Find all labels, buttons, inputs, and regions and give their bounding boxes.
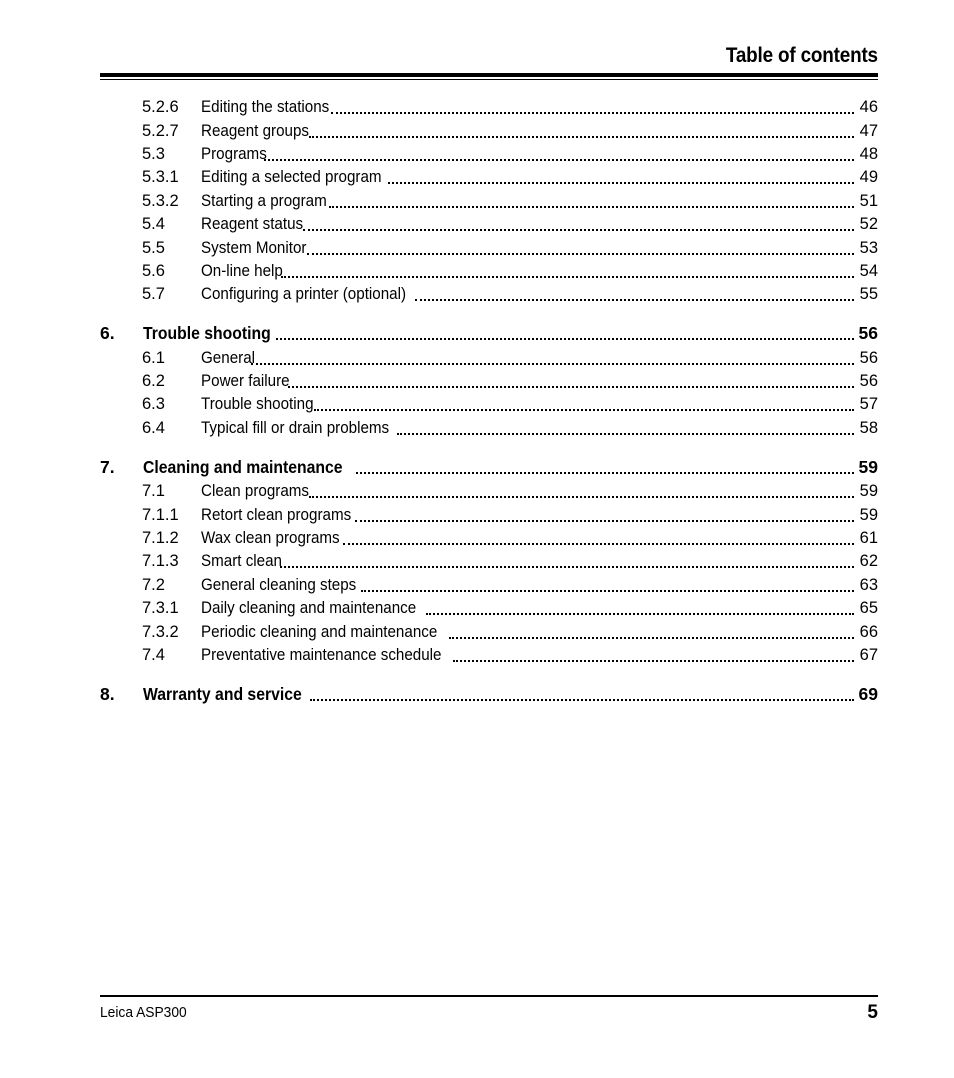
toc-section-entry[interactable] (100, 644, 878, 667)
toc-entry-title-wrap (201, 145, 854, 164)
toc-dot-leader (310, 698, 854, 701)
toc-entry-page: 55 (859, 285, 878, 304)
toc-entry-number: 7.1 (142, 482, 165, 501)
toc-dot-leader (314, 408, 854, 411)
toc-entry-number: 5.3 (142, 144, 165, 163)
toc-dot-leader (288, 385, 854, 388)
toc-entry-number: 5.4 (142, 215, 165, 234)
toc-section-entry[interactable] (100, 283, 878, 306)
toc-entry-title-wrap (201, 372, 854, 391)
toc-entry-title-wrap (201, 215, 854, 234)
toc-dot-leader (426, 612, 854, 615)
toc-entry-page: 49 (859, 168, 878, 187)
toc-entry-title: Cleaning and maintenance (143, 456, 343, 477)
toc-entry-title-wrap (201, 285, 854, 304)
toc-entry-number: 7. (100, 456, 115, 477)
toc-section-entry[interactable] (100, 417, 878, 440)
toc-dot-leader (388, 181, 854, 184)
toc-dot-leader (309, 495, 854, 498)
toc-entry-title: Trouble shooting (143, 323, 271, 344)
toc-entry-page: 52 (859, 215, 878, 234)
toc-entry-page: 67 (859, 646, 878, 664)
toc-entry-page: 56 (858, 323, 878, 344)
toc-entry-title: Warranty and service (143, 683, 302, 704)
toc-entry-page: 58 (859, 418, 878, 437)
toc-section-entry[interactable] (100, 620, 878, 643)
toc-entry-number: 5.5 (142, 238, 165, 257)
toc-entry-title: Typical fill or drain problems (201, 418, 390, 437)
toc-entry-page: 66 (859, 622, 878, 641)
toc-entry-title-wrap (143, 684, 854, 705)
toc-dot-leader (329, 205, 854, 208)
toc-entry-title-wrap (201, 262, 854, 281)
toc-entry-title-wrap (201, 599, 854, 618)
toc-entry-title-wrap (201, 239, 854, 258)
page-header-title: Table of contents (725, 44, 878, 67)
toc-dot-leader (397, 432, 855, 435)
toc-dot-leader (280, 565, 854, 568)
toc-dot-leader (453, 659, 854, 662)
toc-entry-page: 69 (858, 683, 878, 704)
table-of-contents (100, 96, 878, 707)
toc-dot-leader (251, 362, 854, 365)
toc-entry-title: Retort clean programs (201, 505, 352, 524)
header-rule-thick (100, 73, 878, 77)
toc-entry-title: System Monitor (201, 238, 307, 257)
toc-chapter-entry[interactable] (100, 321, 878, 347)
toc-entry-title-wrap (201, 506, 854, 525)
toc-section-entry[interactable] (100, 597, 878, 620)
toc-section-entry[interactable] (100, 480, 878, 503)
toc-entry-page: 63 (859, 575, 878, 594)
toc-chapter-entry[interactable] (100, 681, 878, 707)
toc-entry-title-wrap (201, 98, 854, 117)
toc-section-entry[interactable] (100, 213, 878, 236)
toc-entry-title: Programs (201, 144, 267, 163)
toc-entry-title: Reagent groups (201, 121, 310, 140)
toc-entry-number: 6.2 (142, 372, 165, 391)
toc-entry-page: 57 (859, 395, 878, 414)
toc-entry-number: 5.3.2 (142, 191, 179, 210)
toc-entry-title-wrap (201, 349, 854, 368)
toc-section-entry[interactable] (100, 370, 878, 393)
toc-entry-title: Editing a selected program (201, 168, 382, 187)
toc-entry-number: 8. (100, 683, 115, 704)
toc-entry-title: Editing the stations (201, 98, 330, 117)
toc-section-entry[interactable] (100, 260, 878, 283)
toc-section-entry[interactable] (100, 119, 878, 142)
toc-entry-title-wrap (201, 482, 854, 501)
toc-entry-title: On-line help (201, 261, 283, 280)
toc-entry-page: 48 (859, 144, 878, 163)
toc-entry-title-wrap (201, 122, 854, 141)
toc-dot-leader (281, 275, 854, 278)
toc-entry-page: 46 (859, 98, 878, 117)
toc-entry-title: General (201, 348, 256, 367)
toc-entry-page: 62 (859, 552, 878, 571)
toc-entry-number: 7.2 (142, 575, 165, 594)
toc-entry-number: 6.3 (142, 395, 165, 414)
toc-entry-title: Preventative maintenance schedule (201, 646, 442, 664)
toc-dot-leader (415, 298, 854, 301)
toc-entry-title-wrap (201, 168, 854, 187)
footer-page-number: 5 (867, 1002, 878, 1023)
toc-section-entry[interactable] (100, 550, 878, 573)
toc-entry-page: 59 (858, 456, 878, 477)
toc-entry-title-wrap (201, 646, 854, 665)
toc-entry-title: Smart clean (201, 552, 283, 571)
toc-dot-leader (343, 542, 854, 545)
toc-entry-number: 6. (100, 323, 115, 344)
toc-entry-title-wrap (201, 419, 854, 438)
toc-entry-number: 5.2.7 (142, 121, 179, 140)
toc-entry-title: Starting a program (201, 191, 327, 210)
toc-dot-leader (309, 135, 854, 138)
toc-section-entry[interactable] (100, 347, 878, 370)
toc-entry-title-wrap (143, 457, 854, 478)
toc-entry-number: 7.1.1 (142, 505, 179, 524)
toc-entry-number: 7.4 (142, 646, 165, 664)
toc-dot-leader (449, 636, 854, 639)
toc-dot-leader (264, 158, 854, 161)
toc-entry-title-wrap (201, 192, 854, 211)
toc-entry-title: Clean programs (201, 482, 309, 501)
header-rule-thin (100, 79, 878, 80)
toc-entry-page: 65 (859, 599, 878, 618)
toc-section-entry[interactable] (100, 190, 878, 213)
toc-entry-number: 7.3.1 (142, 599, 179, 618)
toc-entry-number: 7.1.2 (142, 529, 179, 548)
toc-entry-number: 5.6 (142, 261, 165, 280)
footer-rule (100, 995, 878, 997)
toc-dot-leader (303, 228, 854, 231)
toc-entry-number: 5.7 (142, 285, 165, 304)
toc-dot-leader (355, 519, 854, 522)
toc-entry-page: 47 (859, 121, 878, 140)
toc-section-entry[interactable] (100, 236, 878, 259)
toc-section-entry[interactable] (100, 143, 878, 166)
toc-entry-page: 56 (859, 348, 878, 367)
toc-entry-number: 6.4 (142, 418, 165, 437)
toc-entry-page: 53 (859, 238, 878, 257)
toc-entry-title-wrap (201, 576, 854, 595)
toc-entry-title-wrap (201, 529, 854, 548)
toc-section-entry[interactable] (100, 527, 878, 550)
toc-entry-title: Periodic cleaning and maintenance (201, 622, 438, 641)
toc-entry-page: 59 (859, 482, 878, 501)
toc-entry-title: Power failure (201, 372, 290, 391)
toc-chapter-entry[interactable] (100, 454, 878, 480)
toc-section-entry[interactable] (100, 96, 878, 119)
toc-entry-page: 61 (859, 529, 878, 548)
toc-entry-title: Daily cleaning and maintenance (201, 599, 417, 618)
toc-entry-title: Reagent status (201, 215, 304, 234)
toc-entry-title-wrap (143, 323, 854, 344)
toc-entry-title: Wax clean programs (201, 529, 340, 548)
footer-product-name: Leica ASP300 (100, 1004, 187, 1021)
toc-entry-title-wrap (201, 552, 854, 571)
toc-dot-leader (356, 471, 854, 474)
toc-section-entry[interactable] (100, 503, 878, 526)
toc-entry-number: 7.3.2 (142, 622, 179, 641)
toc-entry-page: 59 (859, 505, 878, 524)
toc-entry-title: General cleaning steps (201, 575, 357, 594)
toc-section-entry[interactable] (100, 393, 878, 416)
toc-entry-title-wrap (201, 623, 854, 642)
toc-entry-title: Configuring a printer (optional) (201, 285, 407, 304)
toc-dot-leader (276, 337, 854, 340)
toc-entry-number: 5.3.1 (142, 168, 179, 187)
toc-entry-page: 51 (859, 191, 878, 210)
toc-dot-leader (361, 589, 854, 592)
toc-section-entry[interactable] (100, 574, 878, 597)
toc-dot-leader (331, 111, 854, 114)
toc-section-entry[interactable] (100, 166, 878, 189)
toc-entry-number: 6.1 (142, 348, 165, 367)
toc-entry-title: Trouble shooting (201, 395, 314, 414)
toc-entry-page: 56 (859, 372, 878, 391)
toc-entry-title-wrap (201, 395, 854, 414)
toc-entry-number: 5.2.6 (142, 98, 179, 117)
toc-entry-page: 54 (859, 261, 878, 280)
toc-dot-leader (307, 252, 854, 255)
toc-entry-number: 7.1.3 (142, 552, 179, 571)
